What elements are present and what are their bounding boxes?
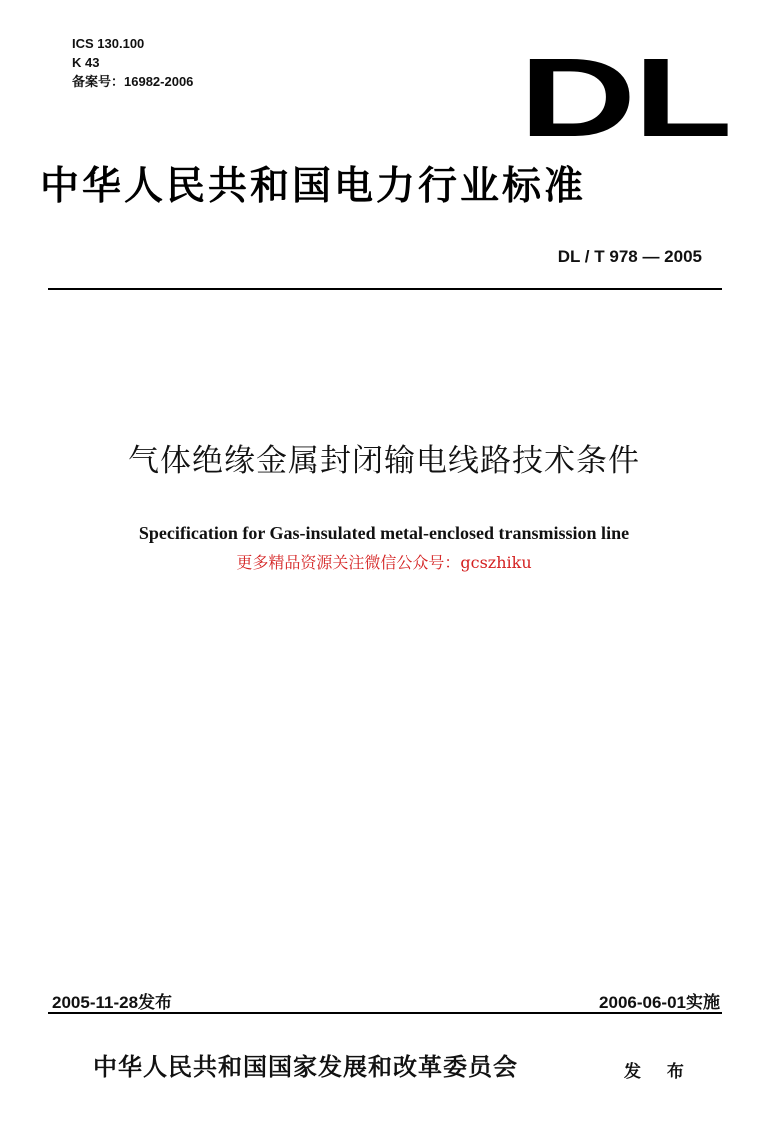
standard-number: DL / T 978 — 2005	[557, 247, 702, 266]
issuing-authority: 中华人民共和国国家发展和改革委员会	[93, 1052, 518, 1081]
bottom-divider	[48, 1012, 722, 1014]
document-title-english: Specification for Gas-insulated metal-enclosed transmission line	[138, 523, 630, 543]
filing-number: 备案号：16982-2006	[72, 74, 194, 89]
ics-code: ICS 130.100	[72, 36, 145, 51]
document-title-chinese: 气体绝缘金属封闭输电线路技术条件	[128, 443, 640, 479]
top-divider	[48, 288, 722, 290]
dl-logo: DL	[519, 35, 730, 160]
class-code: K 43	[72, 55, 100, 70]
implementation-date: 2006-06-01实施	[599, 993, 720, 1012]
publish-label: 发 布	[624, 1062, 694, 1082]
issue-date: 2005-11-28发布	[52, 993, 173, 1012]
watermark-notice: 更多精品资源关注微信公众号：gcszhiku	[236, 553, 532, 572]
classification-block	[72, 34, 193, 91]
standard-type-heading: 中华人民共和国电力行业标准	[40, 163, 587, 209]
